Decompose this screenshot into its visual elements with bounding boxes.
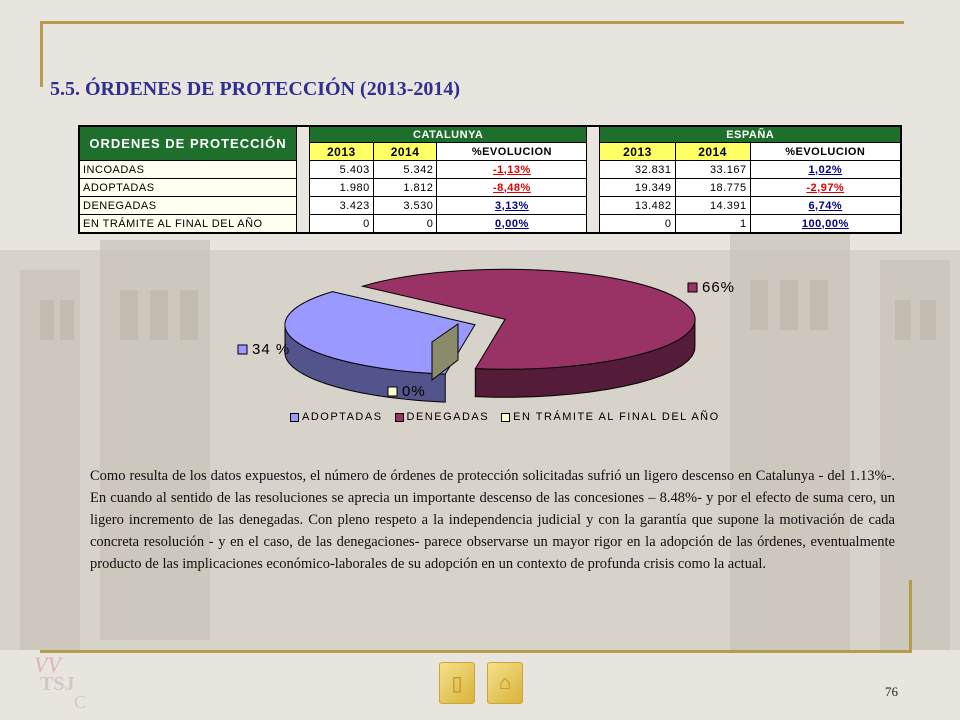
table-row xyxy=(79,197,901,215)
cell-value: 0 xyxy=(600,215,675,234)
col-2013: 2013 xyxy=(600,143,675,161)
cell-percent: -2,97% xyxy=(750,179,901,197)
frame-bottom-line xyxy=(40,650,912,653)
data-label-swatch xyxy=(688,283,697,292)
home-button[interactable] xyxy=(487,662,523,704)
legend-swatch xyxy=(501,413,510,422)
chart-legend xyxy=(290,411,720,423)
legend-item xyxy=(290,411,383,423)
legend-label: ADOPTADAS xyxy=(302,411,383,423)
cell-percent: 3,13% xyxy=(437,197,587,215)
legend-item xyxy=(501,411,720,423)
group-catalunya: CATALUNYA xyxy=(310,126,587,143)
col-2014: 2014 xyxy=(675,143,750,161)
data-label: 0% xyxy=(402,383,426,400)
data-label: 34 % xyxy=(252,341,291,358)
legend-swatch xyxy=(290,413,299,422)
data-label-swatch xyxy=(388,387,397,396)
svg-text:VV: VV xyxy=(34,652,61,677)
svg-text:TSJ: TSJ xyxy=(40,673,75,695)
table-row xyxy=(79,161,901,179)
cell-value: 5.342 xyxy=(373,161,437,179)
table-row xyxy=(79,215,901,234)
body-paragraph: Como resulta de los datos expuestos, el número de órdenes de protección solicitadas sufrió un ligero descenso en Catalunya - del 1.13%-. En cuando al sentido de las resoluciones se aprecia un importante descenso de las concesiones – 8.48%- y por el efecto de suma cero, un ligero incremento de las denegadas. Con pleno respeto a la independencia judicial y con la garantía que supone la motivación de cada concreta resolución - y en el caso, de las denegaciones- parece observarse un mayor rigor en la adopción de las órdenes, eventualmente producto de las implicaciones económico-laborales de su adopción en un contexto de profunda crisis como la actual. xyxy=(90,468,895,572)
row-label: DENEGADAS xyxy=(79,197,297,215)
col-2013: 2013 xyxy=(310,143,374,161)
cell-value: 1.812 xyxy=(373,179,437,197)
frame-right-line xyxy=(909,580,912,653)
cell-value: 1 xyxy=(675,215,750,234)
group-espana: ESPAÑA xyxy=(600,126,901,143)
pie-chart xyxy=(220,262,780,432)
cell-percent: -1,13% xyxy=(437,161,587,179)
cell-percent: 0,00% xyxy=(437,215,587,234)
table-corner: ORDENES DE PROTECCIÓN xyxy=(79,126,297,161)
cell-value: 3.530 xyxy=(373,197,437,215)
cell-value: 5.403 xyxy=(310,161,374,179)
tsjc-logo xyxy=(34,650,104,712)
col-evolucion: %EVOLUCION xyxy=(437,143,587,161)
cell-value: 14.391 xyxy=(675,197,750,215)
row-label: EN TRÁMITE AL FINAL DEL AÑO xyxy=(79,215,297,234)
page-number: 76 xyxy=(885,684,898,699)
home-icon: ⌂ xyxy=(498,671,512,694)
protection-orders-table xyxy=(78,125,902,234)
cell-value: 33.167 xyxy=(675,161,750,179)
row-label: INCOADAS xyxy=(79,161,297,179)
row-label: ADOPTADAS xyxy=(79,179,297,197)
cell-value: 3.423 xyxy=(310,197,374,215)
frame-left-line xyxy=(40,21,43,87)
legend-label: EN TRÁMITE AL FINAL DEL AÑO xyxy=(513,411,720,423)
cell-value: 19.349 xyxy=(600,179,675,197)
cell-value: 32.831 xyxy=(600,161,675,179)
table-gap xyxy=(297,126,310,233)
svg-text:C: C xyxy=(74,692,87,712)
col-2014: 2014 xyxy=(373,143,437,161)
cell-value: 0 xyxy=(373,215,437,234)
legend-swatch xyxy=(395,413,404,422)
frame-top-line xyxy=(40,21,904,24)
data-label-swatch xyxy=(238,345,247,354)
cell-percent: 100,00% xyxy=(750,215,901,234)
data-label: 66% xyxy=(702,279,736,296)
cell-value: 0 xyxy=(310,215,374,234)
prev-page-button[interactable] xyxy=(439,662,475,704)
table-gap xyxy=(587,126,600,233)
cell-percent: 6,74% xyxy=(750,197,901,215)
legend-item xyxy=(395,411,490,423)
scroll-icon: ▯ xyxy=(451,672,463,695)
section-heading: 5.5. ÓRDENES DE PROTECCIÓN (2013-2014) xyxy=(50,78,461,100)
table-row xyxy=(79,179,901,197)
cell-value: 18.775 xyxy=(675,179,750,197)
legend-label: DENEGADAS xyxy=(406,411,490,423)
table-header-row xyxy=(79,126,901,143)
cell-value: 13.482 xyxy=(600,197,675,215)
cell-percent: 1,02% xyxy=(750,161,901,179)
col-evolucion: %EVOLUCION xyxy=(750,143,901,161)
cell-percent: -8,48% xyxy=(437,179,587,197)
cell-value: 1.980 xyxy=(310,179,374,197)
